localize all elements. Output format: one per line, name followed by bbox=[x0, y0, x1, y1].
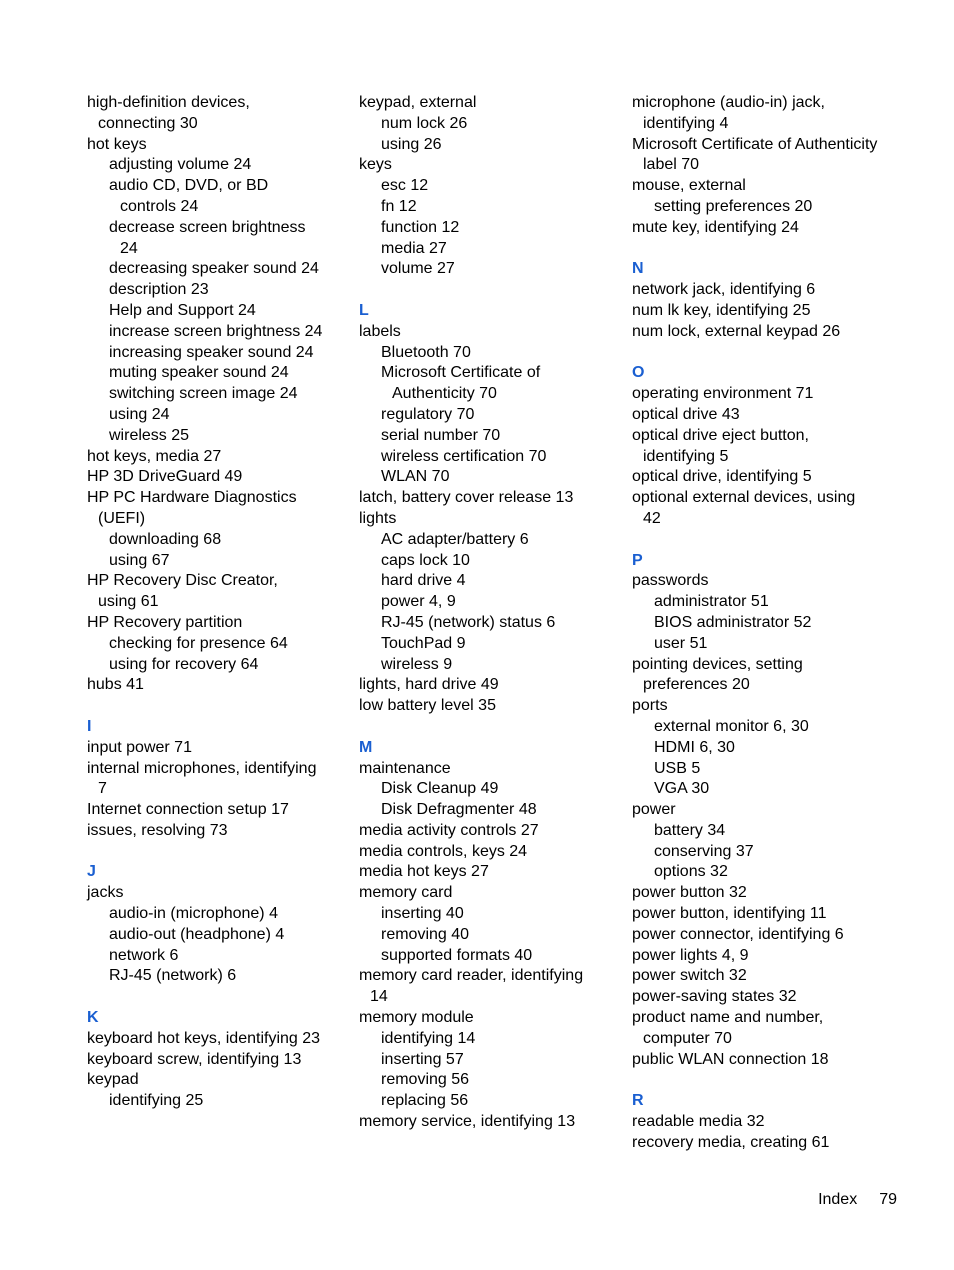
index-subentry: switching screen image 24 bbox=[109, 385, 298, 403]
index-subentry-continuation: controls 24 bbox=[120, 197, 199, 215]
index-entry: power lights 4, 9 bbox=[632, 946, 749, 964]
index-entry: hot keys bbox=[87, 135, 147, 153]
index-entry-continuation: identifying 5 bbox=[643, 447, 729, 465]
index-entry: optical drive 43 bbox=[632, 405, 740, 423]
index-entry: HP Recovery partition bbox=[87, 613, 243, 631]
section-letter-heading: L bbox=[359, 301, 369, 319]
index-entry: Microsoft Certificate of Authenticity bbox=[632, 135, 878, 153]
index-entry: keyboard hot keys, identifying 23 bbox=[87, 1029, 321, 1047]
index-subentry: AC adapter/battery 6 bbox=[381, 530, 529, 548]
index-subentry: supported formats 40 bbox=[381, 946, 533, 964]
index-entry: power-saving states 32 bbox=[632, 988, 797, 1006]
index-subentry: audio CD, DVD, or BD bbox=[109, 177, 269, 195]
index-entry: power button, identifying 11 bbox=[632, 905, 827, 923]
index-entry: issues, resolving 73 bbox=[87, 821, 228, 839]
index-subentry: removing 56 bbox=[381, 1071, 470, 1089]
section-spacer bbox=[87, 987, 349, 1008]
index-entry: optical drive, identifying 5 bbox=[632, 468, 812, 486]
index-entry: operating environment 71 bbox=[632, 385, 814, 403]
index-entry-continuation: 42 bbox=[643, 509, 661, 527]
page-footer bbox=[818, 1190, 897, 1211]
index-entry: memory card reader, identifying bbox=[359, 967, 584, 985]
index-entry: optional external devices, using bbox=[632, 489, 856, 507]
index-subentry: muting speaker sound 24 bbox=[109, 364, 289, 382]
index-subentry-continuation: 24 bbox=[120, 239, 138, 257]
index-subentry-continuation: Authenticity 70 bbox=[392, 385, 497, 403]
index-subentry: decrease screen brightness bbox=[109, 218, 306, 236]
index-entry: media controls, keys 24 bbox=[359, 842, 528, 860]
index-subentry: caps lock 10 bbox=[381, 551, 470, 569]
page-number: 79 bbox=[879, 1191, 897, 1208]
section-spacer bbox=[632, 1070, 894, 1091]
index-entry: mute key, identifying 24 bbox=[632, 218, 799, 236]
index-subentry: replacing 56 bbox=[381, 1092, 469, 1110]
index-subentry: Bluetooth 70 bbox=[381, 343, 471, 361]
index-entry: media hot keys 27 bbox=[359, 863, 489, 881]
index-entry: passwords bbox=[632, 572, 709, 590]
index-subentry: network 6 bbox=[109, 946, 179, 964]
index-entry: public WLAN connection 18 bbox=[632, 1050, 829, 1068]
index-entry: media activity controls 27 bbox=[359, 821, 539, 839]
index-entry: labels bbox=[359, 322, 401, 340]
index-subentry: external monitor 6, 30 bbox=[654, 717, 809, 735]
section-letter-heading: O bbox=[632, 364, 645, 382]
index-subentry: audio-out (headphone) 4 bbox=[109, 925, 285, 943]
index-entry: Internet connection setup 17 bbox=[87, 801, 289, 819]
section-spacer bbox=[632, 530, 894, 551]
index-entry: HP PC Hardware Diagnostics bbox=[87, 489, 297, 507]
index-entry: network jack, identifying 6 bbox=[632, 281, 816, 299]
index-entry: recovery media, creating 61 bbox=[632, 1133, 830, 1151]
index-subentry: wireless 25 bbox=[109, 426, 190, 444]
index-subentry: Disk Cleanup 49 bbox=[381, 780, 499, 798]
index-column-2 bbox=[359, 93, 621, 1133]
index-entry-continuation: 14 bbox=[370, 988, 388, 1006]
index-entry: latch, battery cover release 13 bbox=[359, 489, 574, 507]
index-entry: keypad, external bbox=[359, 94, 477, 111]
index-entry-continuation: identifying 4 bbox=[643, 114, 729, 132]
index-entry: power bbox=[632, 801, 676, 819]
index-entry: memory card bbox=[359, 884, 453, 902]
index-subentry: checking for presence 64 bbox=[109, 634, 288, 652]
index-entry: low battery level 35 bbox=[359, 697, 496, 715]
index-entry: power button 32 bbox=[632, 884, 747, 902]
index-subentry: wireless 9 bbox=[381, 655, 453, 673]
section-letter-heading: J bbox=[87, 863, 96, 881]
index-entry: lights bbox=[359, 509, 397, 527]
footer-label: Index bbox=[818, 1191, 858, 1208]
index-subentry: HDMI 6, 30 bbox=[654, 738, 735, 756]
index-entry: power switch 32 bbox=[632, 967, 747, 985]
index-subentry: wireless certification 70 bbox=[381, 447, 547, 465]
index-entry: jacks bbox=[87, 884, 124, 902]
index-subentry: increasing speaker sound 24 bbox=[109, 343, 314, 361]
index-entry: num lk key, identifying 25 bbox=[632, 301, 811, 319]
index-subentry: conserving 37 bbox=[654, 842, 754, 860]
index-subentry: downloading 68 bbox=[109, 530, 222, 548]
index-subentry: fn 12 bbox=[381, 197, 417, 215]
index-entry: num lock, external keypad 26 bbox=[632, 322, 841, 340]
index-subentry: inserting 40 bbox=[381, 905, 464, 923]
index-subentry: serial number 70 bbox=[381, 426, 501, 444]
index-entry: readable media 32 bbox=[632, 1113, 765, 1131]
section-spacer bbox=[632, 239, 894, 260]
section-letter-heading: N bbox=[632, 260, 644, 278]
index-entry: lights, hard drive 49 bbox=[359, 676, 499, 694]
index-column-3 bbox=[632, 93, 894, 1154]
index-entry: hot keys, media 27 bbox=[87, 447, 222, 465]
index-subentry: RJ-45 (network) 6 bbox=[109, 967, 237, 985]
section-letter-heading: I bbox=[87, 717, 92, 735]
index-entry: maintenance bbox=[359, 759, 451, 777]
index-subentry: administrator 51 bbox=[654, 593, 769, 611]
index-entry: memory module bbox=[359, 1009, 474, 1027]
index-entry: hubs 41 bbox=[87, 676, 144, 694]
section-spacer bbox=[87, 842, 349, 863]
index-entry: internal microphones, identifying bbox=[87, 759, 317, 777]
section-spacer bbox=[87, 696, 349, 717]
index-entry-continuation: 7 bbox=[98, 780, 107, 798]
index-subentry: media 27 bbox=[381, 239, 447, 257]
section-letter-heading: M bbox=[359, 738, 373, 756]
index-entry: power connector, identifying 6 bbox=[632, 925, 844, 943]
index-entry: optical drive eject button, bbox=[632, 426, 809, 444]
index-subentry: description 23 bbox=[109, 281, 209, 299]
index-entry: HP 3D DriveGuard 49 bbox=[87, 468, 243, 486]
index-entry-continuation: computer 70 bbox=[643, 1029, 732, 1047]
index-entry-continuation: connecting 30 bbox=[98, 114, 198, 132]
index-subentry: battery 34 bbox=[654, 821, 726, 839]
index-subentry: identifying 25 bbox=[109, 1092, 204, 1110]
index-subentry: using 24 bbox=[109, 405, 170, 423]
index-column-1 bbox=[87, 93, 349, 1112]
index-entry-continuation: (UEFI) bbox=[98, 509, 146, 527]
section-spacer bbox=[359, 717, 621, 738]
index-entry: product name and number, bbox=[632, 1009, 824, 1027]
index-subentry: hard drive 4 bbox=[381, 572, 466, 590]
index-subentry: user 51 bbox=[654, 634, 708, 652]
index-subentry: function 12 bbox=[381, 218, 460, 236]
index-subentry: setting preferences 20 bbox=[654, 197, 813, 215]
index-subentry: USB 5 bbox=[654, 759, 701, 777]
index-subentry: removing 40 bbox=[381, 925, 470, 943]
index-subentry: regulatory 70 bbox=[381, 405, 475, 423]
index-subentry: using 67 bbox=[109, 551, 170, 569]
index-entry: keyboard screw, identifying 13 bbox=[87, 1050, 302, 1068]
index-subentry: WLAN 70 bbox=[381, 468, 450, 486]
index-subentry: Microsoft Certificate of bbox=[381, 364, 541, 382]
index-entry: HP Recovery Disc Creator, bbox=[87, 572, 278, 590]
index-subentry: VGA 30 bbox=[654, 780, 710, 798]
index-subentry: increase screen brightness 24 bbox=[109, 322, 323, 340]
index-entry: keypad bbox=[87, 1071, 139, 1089]
index-entry: keys bbox=[359, 156, 392, 174]
index-entry-continuation: label 70 bbox=[643, 156, 700, 174]
index-entry: ports bbox=[632, 697, 668, 715]
index-entry: microphone (audio-in) jack, bbox=[632, 94, 825, 111]
section-letter-heading: P bbox=[632, 551, 643, 569]
index-subentry: BIOS administrator 52 bbox=[654, 613, 812, 631]
index-entry: high-definition devices, bbox=[87, 94, 250, 111]
index-subentry: Disk Defragmenter 48 bbox=[381, 801, 537, 819]
index-entry: mouse, external bbox=[632, 177, 746, 195]
index-subentry: TouchPad 9 bbox=[381, 634, 466, 652]
index-subentry: Help and Support 24 bbox=[109, 301, 256, 319]
index-subentry: identifying 14 bbox=[381, 1029, 476, 1047]
index-entry: pointing devices, setting bbox=[632, 655, 803, 673]
section-spacer bbox=[359, 280, 621, 301]
section-letter-heading: R bbox=[632, 1092, 644, 1110]
index-subentry: esc 12 bbox=[381, 177, 429, 195]
index-subentry: using for recovery 64 bbox=[109, 655, 259, 673]
index-subentry: decreasing speaker sound 24 bbox=[109, 260, 319, 278]
index-entry-continuation: using 61 bbox=[98, 593, 159, 611]
section-spacer bbox=[632, 343, 894, 364]
index-subentry: adjusting volume 24 bbox=[109, 156, 252, 174]
index-subentry: audio-in (microphone) 4 bbox=[109, 905, 278, 923]
index-subentry: volume 27 bbox=[381, 260, 455, 278]
index-entry: memory service, identifying 13 bbox=[359, 1113, 576, 1131]
section-letter-heading: K bbox=[87, 1009, 99, 1027]
index-entry-continuation: preferences 20 bbox=[643, 676, 750, 694]
index-entry: input power 71 bbox=[87, 738, 192, 756]
index-subentry: using 26 bbox=[381, 135, 442, 153]
index-subentry: power 4, 9 bbox=[381, 593, 456, 611]
index-subentry: RJ-45 (network) status 6 bbox=[381, 613, 556, 631]
index-subentry: num lock 26 bbox=[381, 114, 468, 132]
index-subentry: options 32 bbox=[654, 863, 728, 881]
index-subentry: inserting 57 bbox=[381, 1050, 464, 1068]
